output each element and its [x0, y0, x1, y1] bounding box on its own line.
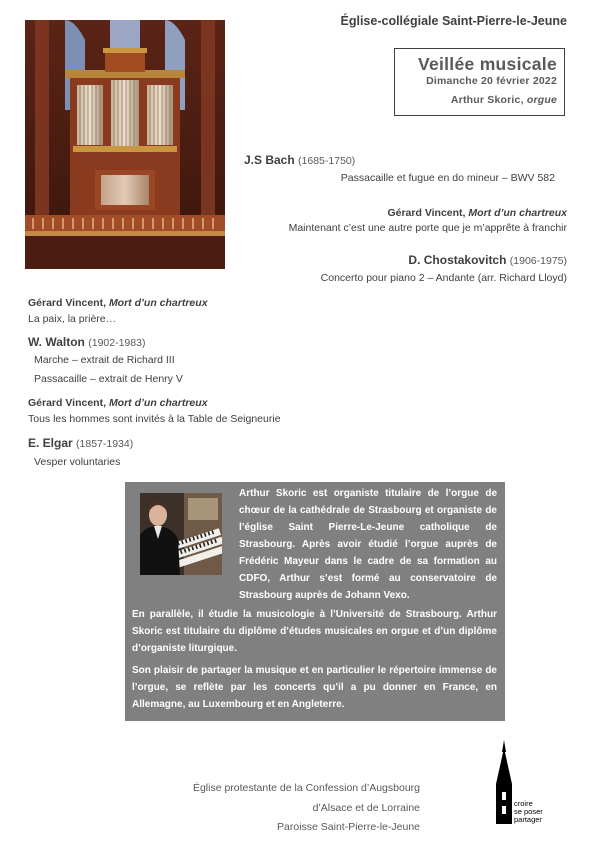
performer-instrument: orgue: [526, 94, 557, 106]
event-title-box: [394, 48, 565, 116]
work-title: Marche – extrait de Richard III: [34, 354, 175, 366]
footer-line: Paroisse Saint-Pierre-le-Jeune: [277, 821, 420, 833]
reading-text: Maintenant c’est une autre porte que je m’apprête à franchir: [288, 222, 567, 234]
composer-name: D. Chostakovitch: [408, 253, 507, 267]
composer-name: J.S Bach: [244, 153, 295, 167]
logo-word: croire: [514, 799, 533, 808]
program-item-elgar: [28, 436, 133, 450]
logo-word: partager: [514, 815, 542, 824]
church-tower-icon: [490, 740, 550, 825]
performer-photo: [140, 493, 222, 575]
reading-author: Gérard Vincent,: [387, 207, 466, 219]
reading-author: Gérard Vincent,: [28, 397, 107, 409]
work-title: Vesper voluntaries: [34, 456, 121, 468]
program-item-walton: [28, 335, 145, 349]
reading-credit: [28, 397, 208, 409]
church-name: Église-collégiale Saint-Pierre-le-Jeune: [340, 14, 567, 28]
reading-title: Mort d’un chartreux: [108, 297, 208, 309]
event-date: Dimanche 20 février 2022: [426, 75, 557, 87]
biography-paragraph-3: Son plaisir de partager la musique et en particulier le répertoire immense de l’orgue, se reflète par les concerts qu’il a pu donner en France, en Allemagne, au Luxembourg et en Angleterre.: [132, 665, 497, 710]
logo-word: se poser: [514, 807, 543, 816]
composer-years: (1902-1983): [88, 337, 146, 349]
footer-line: Église protestante de la Confession d’Augsbourg: [192, 782, 420, 794]
organ-photo: [25, 20, 225, 269]
performer-name: Arthur Skoric,: [450, 94, 524, 106]
composer-years: (1685-1750): [298, 155, 356, 167]
reading-title: Mort d’un chartreux: [468, 207, 567, 219]
footer: [150, 779, 420, 838]
event-title: Veillée musicale: [417, 54, 557, 74]
program-item-bach: [244, 153, 355, 167]
program-item-chostakovitch: [408, 253, 567, 267]
reading-author: Gérard Vincent,: [28, 297, 107, 309]
reading-credit: [387, 207, 567, 219]
reading-text: La paix, la prière…: [28, 313, 117, 325]
performer: [395, 89, 557, 111]
work-title: Passacaille et fugue en do mineur – BWV 582: [340, 172, 555, 184]
composer-name: W. Walton: [28, 335, 85, 349]
reading-title: Mort d’un chartreux: [108, 397, 208, 409]
parish-logo: [490, 740, 550, 825]
composer-name: E. Elgar: [28, 436, 73, 450]
composer-years: (1906-1975): [509, 255, 567, 267]
work-title: Passacaille – extrait de Henry V: [34, 373, 183, 385]
biography-paragraph-1: Arthur Skoric est organiste titulaire de l’orgue de chœur de la cathédrale de Strasbourg et organiste de l’église Saint Pierre-Le-Jeune catholique de Strasbourg. Après avoir étudié l’orgue auprès de Frédéric Mayeur dans le cadre de sa formation au CDFO, Arthur s’est formé au conservatoire de Strasbourg auprès de Johann Vexo.: [239, 488, 497, 601]
composer-years: (1857-1934): [76, 438, 134, 450]
footer-line: d’Alsace et de Lorraine: [312, 801, 420, 814]
biography-box: [125, 482, 505, 721]
work-title: Concerto pour piano 2 – Andante (arr. Richard Lloyd): [320, 272, 567, 284]
biography-paragraph-2: En parallèle, il étudie la musicologie à l’Université de Strasbourg. Arthur Skoric est titulaire du diplôme d’études musicales en orgue et d’un diplôme d’organiste liturgique.: [132, 609, 497, 654]
reading-text: Tous les hommes sont invités à la Table de Seigneurie: [28, 413, 281, 425]
reading-credit: [28, 297, 208, 309]
